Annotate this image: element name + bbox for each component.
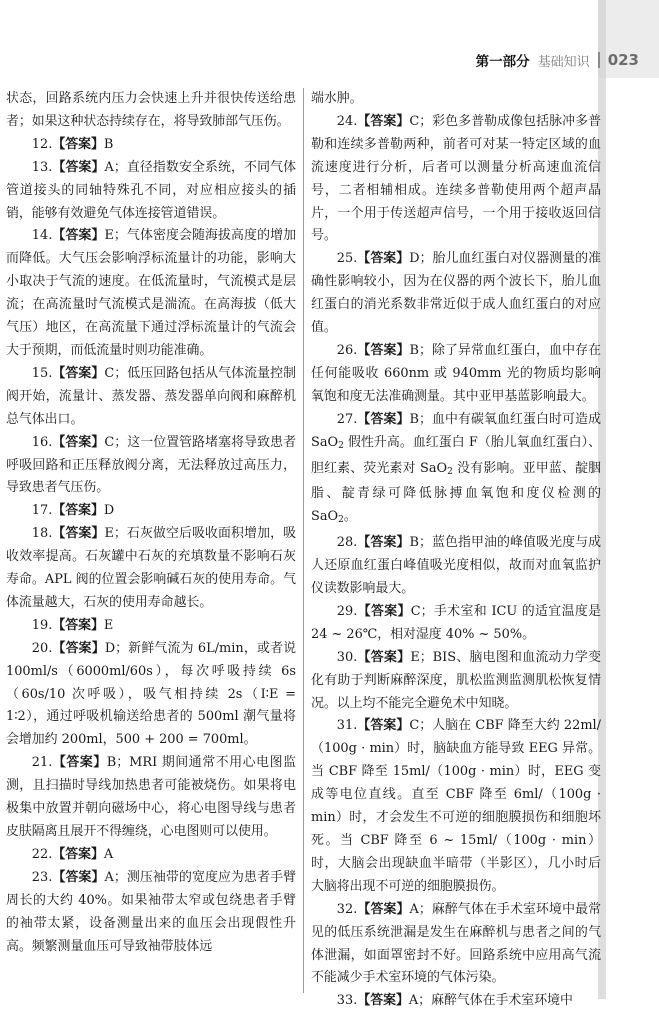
answer-text: D [103, 503, 115, 519]
answer-label: 【答案】 [357, 603, 411, 619]
answer-paragraph [6, 523, 296, 615]
paragraph-text: 端水肿。 [311, 91, 363, 106]
subscript: 2 [447, 466, 453, 477]
question-number: 26. [336, 342, 358, 358]
answer-label: 【答案】 [357, 342, 410, 358]
question-number: 24. [336, 113, 358, 129]
question-number: 21. [31, 755, 53, 771]
question-number: 30. [336, 649, 358, 665]
answer-label: 【答案】 [357, 411, 410, 427]
answer-paragraph [311, 715, 601, 898]
question-number: 29. [336, 603, 358, 619]
continued-paragraph [6, 88, 296, 134]
question-number: 12. [31, 136, 53, 152]
column-divider [303, 88, 304, 993]
answer-text: 假性升高。血红蛋白 F（胎儿氧血红蛋白）、胆红素、荧光素对 SaO [311, 434, 601, 476]
header-part: 第一部分 [475, 54, 530, 70]
answer-label: 【答案】 [52, 365, 105, 381]
answer-paragraph [311, 899, 601, 991]
answer-paragraph [6, 432, 296, 501]
paragraph-text: 状态，回路系统内压力会快速上升并很快传送给患者；如果这种状态持续存在，将导致肺部气压伤。 [6, 91, 296, 129]
answer-text: E；石灰做空后吸收面积增加，吸收效率提高。石灰罐中石灰的充填数量不影响石灰寿命。APL 阀的位置会影响碱石灰的使用寿命。气体流量越大，石灰的使用寿命越长。 [6, 526, 296, 610]
right-text-column [311, 88, 601, 1013]
subscript: 2 [338, 515, 344, 526]
answer-text: A；麻醉气体在手术室环境中最常见的低压系统泄漏是发生在麻醉机与患者之间的气体泄漏，如面罩密封不好。回路系统中应用高气流不能减少手术室环境的气体污染。 [311, 901, 602, 986]
answer-paragraph [6, 363, 296, 432]
answer-paragraph [6, 134, 296, 157]
answer-text: A；测压袖带的宽度应为患者手臂周长的大约 40%。如果袖带太窄或包绕患者手臂的袖带太紧，设备测量出来的血压会出现假性升高。频繁测量血压可导致袖带肢体远 [6, 869, 297, 954]
question-number: 31. [336, 718, 358, 734]
answer-paragraph [6, 752, 296, 844]
answer-paragraph [311, 532, 601, 601]
answer-label: 【答案】 [52, 434, 105, 450]
question-number: 20. [31, 640, 53, 656]
answer-text: A；麻醉气体在手术室环境中 [408, 993, 573, 1009]
question-number: 14. [31, 228, 53, 244]
answer-paragraph [6, 844, 296, 867]
answer-text: C；低压回路包括从气体流量控制阀开始，流量计、蒸发器、蒸发器单向阀和麻醉机总气体出口。 [6, 365, 296, 427]
answer-paragraph [311, 248, 601, 340]
answer-text: 。 [343, 509, 357, 525]
answer-label: 【答案】 [52, 136, 104, 152]
answer-text: C；这一位置管路堵塞将导致患者呼吸回路和正压释放阀分离，无法释放过高压力，导致患者气压伤。 [6, 434, 296, 496]
answer-text: E；BIS、脑电图和血流动力学变化有助于判断麻醉深度，肌松监测监测肌松恢复情况。以上均不能完全避免术中知晓。 [311, 649, 602, 711]
answer-text: D；胎儿血红蛋白对仪器测量的准确性影响较小，因为在仪器的两个波长下，胎儿血红蛋白的消光系数非常近似于成人血红蛋白的对应值。 [311, 251, 602, 336]
answer-paragraph [6, 500, 296, 523]
answer-label: 【答案】 [357, 718, 410, 734]
answer-paragraph [6, 638, 296, 753]
answer-text: 没有影响。亚甲蓝、靛胭脂、靛青绿可降低脉搏血氧饱和度仪检测的 SaO [311, 460, 601, 525]
answer-label: 【答案】 [357, 901, 410, 917]
question-number: 22. [31, 846, 53, 862]
page-number: 023 [607, 51, 639, 69]
answer-text: B；除了异常血红蛋白，血中存在任何能吸收 660nm 或 940mm 光的物质均影响氧饱和度无法准确测量。其中亚甲基蓝影响最大。 [311, 342, 601, 404]
answer-text: D；新鲜气流为 6L/min，或者说 100ml/s（6000ml/60s），每次呼吸持续 6s（60s/10 次呼吸），吸气相持续 2s（I∶E = 1∶2），通过呼吸机输送给患者的 500ml 潮气量将会增加约 200ml，500 + 200 = 700ml。 [6, 640, 297, 748]
answer-paragraph [311, 409, 601, 533]
answer-label: 【答案】 [52, 617, 104, 633]
answer-paragraph [6, 615, 296, 638]
answer-text: C；人脑在 CBF 降至大约 22ml/（100g · min）时，脑缺血方能导致 EEG 异常。当 CBF 降至 15ml/（100g · min）时，EEG 变成等电位直线。直至 CBF 降至 6ml/（100g · min）时，才会发生不可逆的细胞膜损伤和细胞坏死。当 CBF 降至 6 ~ 15ml/（100g · min）时，大脑会出现缺血半暗带（半影区），几小时后大脑将出现不可逆的细胞膜损伤。 [311, 718, 602, 894]
answer-paragraph [311, 990, 601, 1013]
question-number: 13. [31, 159, 53, 175]
answer-label: 【答案】 [357, 113, 410, 129]
answer-text: A；直径指数安全系统，不同气体管道接头的同轴特殊孔不同，对应相应接头的插销，能够有效避免气体连接管道错误。 [6, 159, 297, 221]
answer-label: 【答案】 [52, 159, 105, 175]
question-number: 28. [336, 535, 358, 551]
answer-label: 【答案】 [52, 846, 104, 862]
answer-label: 【答案】 [52, 869, 105, 885]
question-number: 32. [336, 901, 358, 917]
continued-paragraph [311, 88, 601, 111]
answer-label: 【答案】 [52, 526, 105, 542]
question-number: 23. [31, 869, 53, 885]
answer-paragraph [311, 340, 601, 409]
question-number: 15. [31, 365, 53, 381]
answer-paragraph [6, 225, 296, 362]
answer-label: 【答案】 [52, 228, 105, 244]
answer-text: C；彩色多普勒成像包括脉冲多普勒和连续多普勒两种，前者可对某一特定区域的血流速度进行分析，后者可以测量分析高速血流信号，二者相辅相成。连续多普勒使用两个超声晶片，一个用于传送超声信号，一个用于接收返回信号。 [311, 113, 601, 244]
question-number: 33. [336, 993, 358, 1009]
answer-paragraph [6, 157, 296, 226]
answer-label: 【答案】 [52, 640, 105, 656]
question-number: 18. [31, 526, 53, 542]
running-header [476, 49, 639, 71]
question-number: 25. [336, 251, 358, 267]
answer-text: A [103, 846, 114, 862]
header-separator [598, 52, 600, 68]
left-text-column [6, 88, 296, 958]
answer-text: B [103, 136, 114, 152]
answer-paragraph [311, 601, 601, 647]
question-number: 27. [336, 411, 358, 427]
question-number: 19. [31, 617, 53, 633]
answer-text: C；手术室和 ICU 的适宜温度是 24 ~ 26℃，相对湿度 40% ~ 50%。 [311, 603, 601, 642]
answer-label: 【答案】 [357, 649, 411, 665]
answer-label: 【答案】 [357, 535, 410, 551]
answer-paragraph [6, 867, 296, 959]
answer-label: 【答案】 [52, 755, 107, 771]
answer-text: B；蓝色指甲油的峰值吸光度与成人还原血红蛋白峰值吸光度相似，故而对血氧监护仪读数影响最大。 [311, 535, 601, 597]
answer-label: 【答案】 [52, 503, 104, 519]
header-section: 基础知识 [537, 54, 590, 70]
answer-paragraph [311, 111, 601, 248]
answer-text: B；血中有碳氧血红蛋白时可造成 SaO [311, 411, 601, 450]
answer-paragraph [311, 647, 601, 716]
answer-label: 【答案】 [357, 993, 409, 1009]
answer-text: E；气体密度会随海拔高度的增加而降低。大气压会影响浮标流量计的功能，影响大小取决于气流的速度。在低流量时，气流模式是层流；在高流量时气流模式是湍流。在高海拔（低大气压）地区，在高流量下通过浮标流量计的气流会大于预期，而低流量时则功能准确。 [6, 228, 296, 358]
answer-text: B；MRI 期间通常不用心电图监测，且扫描时导线加热患者可能被烧伤。如果将电极集中放置并朝向磁场中心，将心电图导线与患者皮肤隔离且展开不得缠绕，心电图则可以使用。 [6, 755, 296, 839]
question-number: 16. [31, 434, 53, 450]
answer-label: 【答案】 [357, 251, 410, 267]
subscript: 2 [338, 440, 344, 451]
answer-text: E [103, 617, 114, 633]
question-number: 17. [31, 503, 53, 519]
